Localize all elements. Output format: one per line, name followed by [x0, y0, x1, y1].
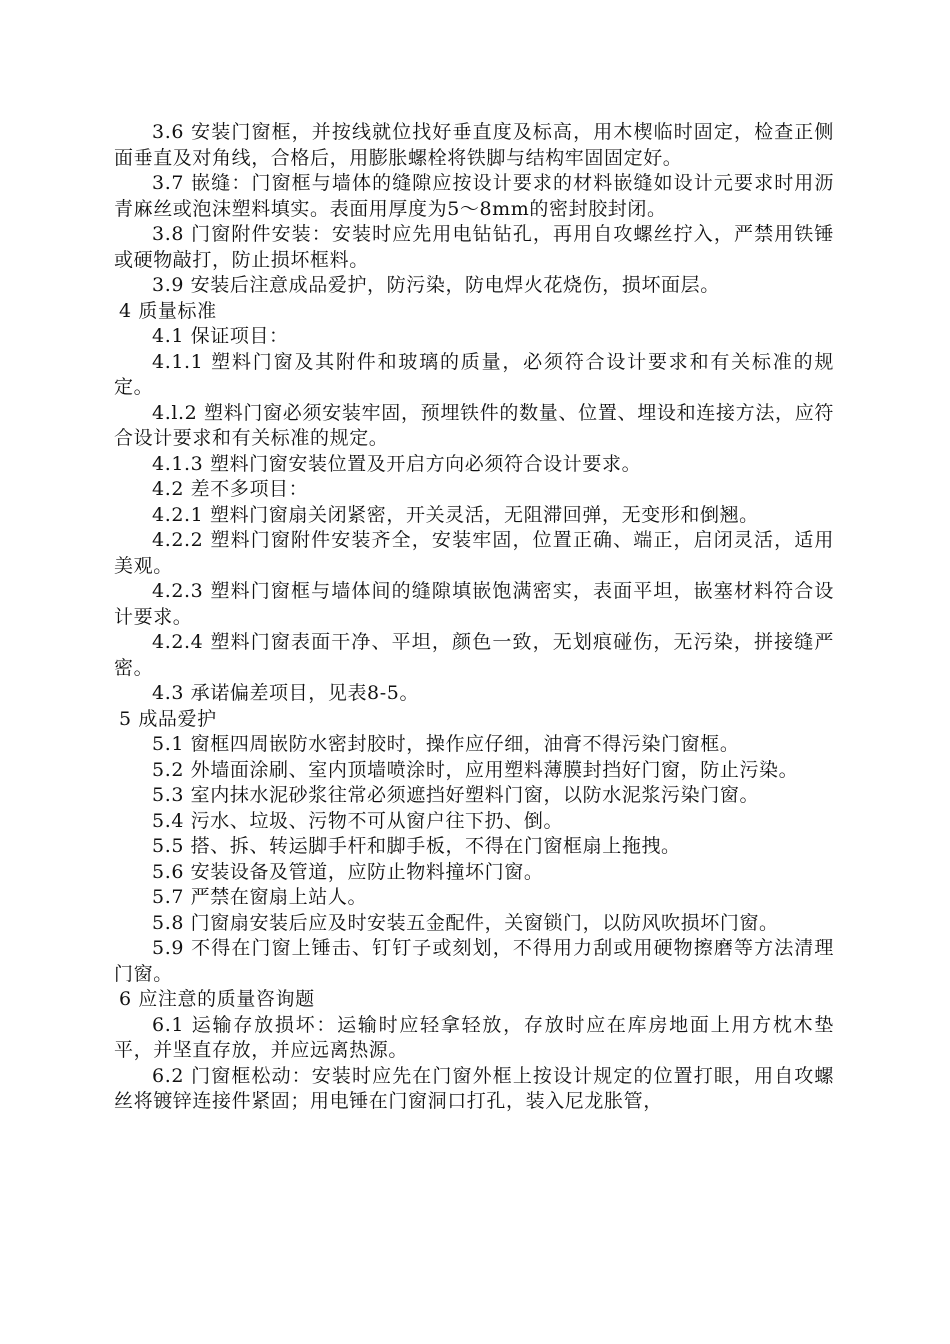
paragraph-4-2-1: 4.2.1 塑料门窗扇关闭紧密，开关灵活，无阻滞回弹，无变形和倒翘。: [152, 503, 759, 526]
paragraph-4-1: 4.1 保证项目：: [152, 325, 289, 347]
paragraph-3-7: 3.7 嵌缝：门窗框与墙体的缝隙应按设计要求的材料嵌缝如设计元要求时用沥青麻丝或泡沫塑料填实。表面用厚度为5～8mm的密封胶封闭。: [114, 172, 834, 220]
section-heading-5: 5 成品爱护: [119, 707, 217, 730]
paragraph-4-1-2: 4.l.2 塑料门窗必须安装牢固，预埋铁件的数量、位置、埋设和连接方法，应符合设计要求和有关标准的规定。: [114, 401, 834, 449]
paragraph-3-8: 3.8 门窗附件安装：安装时应先用电钻钻孔，再用自攻螺丝拧入，严禁用铁锤或硬物敲打，防止损坏框料。: [114, 223, 834, 271]
paragraph-6-1: 6.1 运输存放损坏：运输时应轻拿轻放，存放时应在库房地面上用方枕木垫平，并坚直存放，并应远离热源。: [114, 1013, 834, 1061]
paragraph-4-2: 4.2 差不多项目：: [152, 478, 309, 500]
paragraph-5-8: 5.8 门窗扇安装后应及时安装五金配件，关窗锁门，以防风吹损坏门窗。: [152, 911, 779, 934]
paragraph-4-2-2: 4.2.2 塑料门窗附件安装齐全，安装牢固，位置正确、端正，启闭灵活，适用美观。: [114, 529, 834, 577]
document-body: [114, 120, 834, 1115]
paragraph-5-1: 5.1 窗框四周嵌防水密封胶时，操作应仔细，油膏不得污染门窗框。: [152, 733, 740, 755]
paragraph-5-9: 5.9 不得在门窗上锤击、钉钉子或刻划，不得用力刮或用硬物擦磨等方法清理门窗。: [114, 937, 834, 985]
paragraph-5-6: 5.6 安装设备及管道，应防止物料撞坏门窗。: [152, 860, 544, 883]
paragraph-5-3: 5.3 室内抹水泥砂浆往常必须遮挡好塑料门窗，以防水泥浆污染门窗。: [152, 784, 760, 806]
section-heading-4: 4 质量标准: [119, 299, 217, 322]
paragraph-4-1-1: 4.1.1 塑料门窗及其附件和玻璃的质量，必须符合设计要求和有关标准的规定。: [114, 350, 834, 398]
paragraph-4-2-4: 4.2.4 塑料门窗表面干净、平坦，颜色一致，无划痕碰伤，无污染，拼接缝严密。: [114, 631, 834, 679]
paragraph-5-4: 5.4 污水、垃圾、污物不可从窗户往下扔、倒。: [152, 809, 564, 832]
section-heading-6: 6 应注意的质量咨询题: [119, 988, 315, 1010]
paragraph-5-7: 5.7 严禁在窗扇上站人。: [152, 886, 368, 908]
paragraph-3-6: 3.6 安装门窗框，并按线就位找好垂直度及标高，用木楔临时固定，检查正侧面垂直及对角线，合格后，用膨胀螺栓将铁脚与结构牢固固定好。: [114, 121, 834, 169]
paragraph-4-2-3: 4.2.3 塑料门窗框与墙体间的缝隙填嵌饱满密实，表面平坦，嵌塞材料符合设计要求。: [114, 580, 834, 628]
paragraph-6-2: 6.2 门窗框松动：安装时应先在门窗外框上按设计规定的位置打眼，用自攻螺丝将镀锌连接件紧固；用电锤在门窗洞口打孔，装入尼龙胀管，: [114, 1064, 834, 1112]
paragraph-5-5: 5.5 搭、拆、转运脚手杆和脚手板，不得在门窗框扇上拖拽。: [152, 835, 681, 857]
paragraph-4-3: 4.3 承诺偏差项目，见表8-5。: [152, 682, 420, 704]
paragraph-4-1-3: 4.1.3 塑料门窗安装位置及开启方向必须符合设计要求。: [152, 452, 642, 475]
paragraph-5-2: 5.2 外墙面涂刷、室内顶墙喷涂时，应用塑料薄膜封挡好门窗，防止污染。: [152, 758, 799, 781]
paragraph-3-9: 3.9 安装后注意成品爱护，防污染，防电焊火花烧伤，损坏面层。: [152, 274, 720, 296]
